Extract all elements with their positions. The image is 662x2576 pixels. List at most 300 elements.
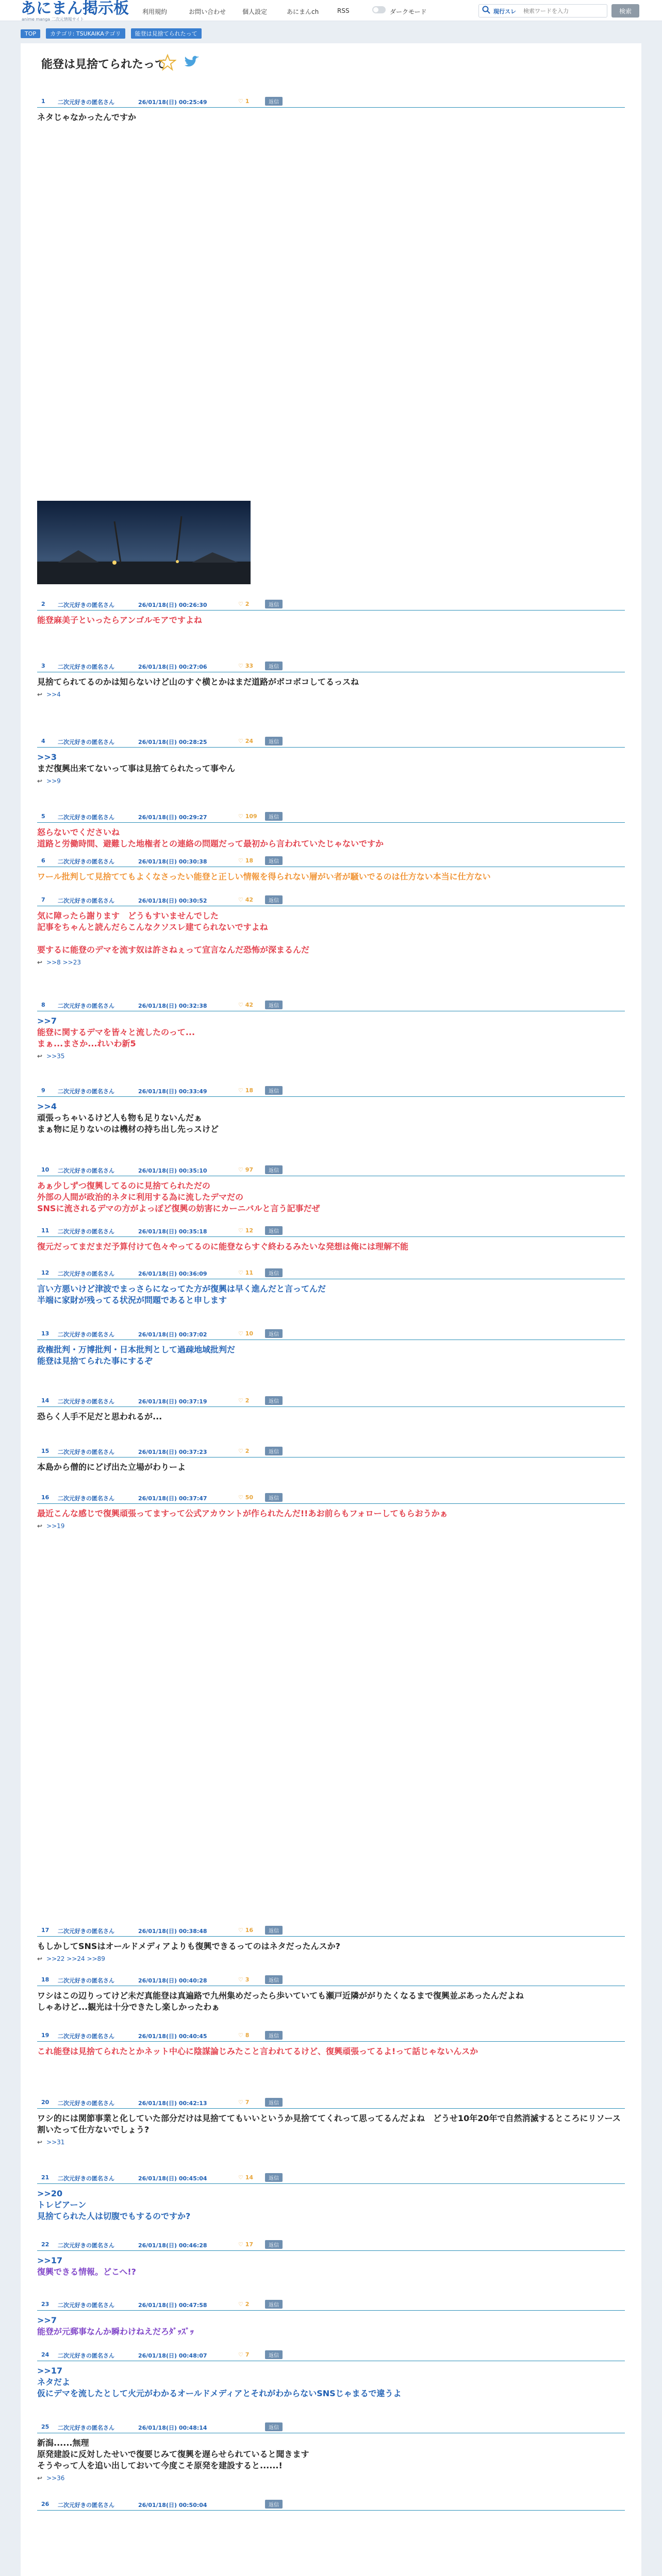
like-count[interactable] [238,1927,253,1934]
heart-icon: ♡ [238,1166,245,1173]
heart-icon: ♡ [238,663,245,669]
reply-button[interactable]: 返信 [265,856,283,865]
post-2 [37,599,625,626]
heart-icon: ♡ [238,2099,245,2106]
post-1 [37,96,625,123]
post-line: 新潟......無理 [37,2438,89,2448]
post-10 [37,1164,625,1214]
backlink-text[interactable]: >>36 [46,2475,65,2482]
post-12 [37,1267,625,1306]
heart-icon: ♡ [238,1002,245,1008]
like-number: 12 [245,1227,254,1234]
post-body [37,871,625,883]
like-number: 18 [245,1087,254,1094]
heart-icon: ♡ [238,1927,245,1934]
reply-button[interactable]: 返信 [265,737,283,745]
like-count[interactable] [238,2351,249,2358]
like-count[interactable] [238,2301,249,2308]
post-body [37,2188,625,2222]
post-author: 二次元好きの匿名さん [58,1449,114,1455]
reply-arrow-icon: ↩ [37,2475,43,2482]
post-3 [37,660,625,698]
post-header [37,1492,625,1504]
heart-icon: ♡ [238,2301,245,2308]
reply-button[interactable]: 返信 [265,1268,283,1277]
favorite-star-icon[interactable] [159,54,176,71]
like-count[interactable] [238,1166,253,1173]
reply-arrow-icon: ↩ [37,959,43,966]
post-date: 26/01/18(日) 00:45:04 [138,2175,207,2182]
like-count[interactable] [238,857,253,864]
reply-arrow-icon: ↩ [37,2139,43,2146]
post-author: 二次元好きの匿名さん [58,2033,114,2040]
like-count[interactable] [238,1269,253,1276]
post-line: まぁ...まさか...れいわ新5 [37,1039,136,1048]
like-number: 42 [245,896,254,903]
site-logo[interactable]: あにまん掲示板 [21,0,129,18]
post-number[interactable]: 17 [41,1927,49,1934]
post-number[interactable]: 8 [41,1002,45,1008]
post-date: 26/01/18(日) 00:28:25 [138,739,207,745]
like-number: 2 [245,1448,250,1454]
like-count[interactable] [238,1087,253,1094]
like-count[interactable] [238,1002,253,1008]
post-header [37,2499,625,2511]
backlinks[interactable] [37,959,625,966]
backlink-text[interactable]: >>8 >>23 [46,959,81,966]
reply-button[interactable]: 返信 [265,1447,283,1455]
backlink-text[interactable]: >>19 [46,1522,65,1530]
heart-icon: ♡ [238,857,245,864]
like-number: 16 [245,1927,254,1934]
twitter-share-icon[interactable] [184,55,200,70]
post-body [37,2315,625,2337]
heart-icon: ♡ [238,896,245,903]
like-count[interactable] [238,738,253,744]
reply-button[interactable]: 返信 [265,1329,283,1338]
post-line: 能登麻美子といったらアンゴルモアですよね [37,615,202,625]
post-header [37,2299,625,2311]
reply-button[interactable]: 返信 [265,1165,283,1174]
search-icon [482,6,490,15]
backlinks[interactable] [37,2139,625,2146]
post-number[interactable]: 24 [41,2351,49,2358]
backlinks[interactable] [37,2475,625,2482]
heart-icon: ♡ [238,1269,245,1276]
post-date: 26/01/18(日) 00:26:30 [138,602,207,608]
like-number: 24 [245,738,254,744]
post-body [37,910,625,956]
post-line: 復興できる情報。どこへ!? [37,2267,136,2277]
reply-button[interactable]: 返信 [265,600,283,608]
post-number[interactable]: 23 [41,2301,49,2308]
post-line: 見捨てられてるのかは知らないけど山のすぐ横とかはまだ道路がボコボコしてるっスね [37,677,359,687]
backlink-text[interactable]: >>9 [46,777,61,785]
heart-icon: ♡ [238,601,245,607]
post-body [37,1508,625,1519]
post-number[interactable]: 13 [41,1330,49,1337]
post-15 [37,1446,625,1473]
post-body [37,2365,625,2399]
nav-animanch[interactable]: あにまんch [287,8,319,15]
like-count[interactable] [238,601,249,607]
backlink-text[interactable]: >>35 [46,1053,65,1060]
post-date: 26/01/18(日) 00:37:23 [138,1449,207,1455]
backlink-text[interactable]: >>22 >>24 >>89 [46,1955,105,1962]
post-9 [37,1085,625,1135]
post-line: 外部の人間が政治的ネタに利用する為に流したデマだの [37,1192,244,1202]
reply-button[interactable]: 返信 [265,895,283,904]
post-header [37,736,625,748]
header [0,0,662,21]
post-line: そうやって人を追い出しておいて今度こそ原発を建設すると......! [37,2461,283,2470]
post-body: ネタじゃなかったんですか [37,112,137,122]
post-number[interactable]: 20 [41,2099,49,2106]
like-count[interactable] [238,663,253,669]
post-date: 26/01/18(日) 00:29:27 [138,814,207,821]
search-button[interactable]: 検索 [611,4,639,18]
site-logo-sub: anime manga 二次元情報サイト [22,17,85,22]
post-line: 恐らく人手不足だと思われるが... [37,1412,162,1421]
like-count[interactable] [238,1976,249,1983]
reply-button[interactable]: 返信 [265,1086,283,1095]
like-number: 18 [245,857,254,864]
like-count[interactable] [238,1448,249,1454]
post-author: 二次元好きの匿名さん [58,1003,114,1009]
post-number[interactable]: 9 [41,1087,45,1094]
post-line: 能登が元郵事なんか瞬わけねえだろﾀﾞｯｽﾞｯ [37,2327,194,2336]
dark-mode-toggle[interactable] [372,6,386,13]
reply-button[interactable]: 返信 [265,2350,283,2359]
heart-icon: ♡ [238,1494,245,1501]
post-number[interactable]: 18 [41,1976,49,1983]
post-line: 復元だってまだまだ予算付けて色々やってるのに能登ならすぐ終わるみたいな発想は俺には理解不能 [37,1242,409,1251]
post-image[interactable] [37,501,251,584]
like-number: 17 [245,2241,254,2248]
post-body [37,2046,625,2057]
reply-button[interactable]: 返信 [265,662,283,670]
post-number[interactable]: 7 [41,896,45,903]
post-header [37,1446,625,1458]
post-line: ワシはこの辺りってけど未だ真能登は真遍路で九州集めだったら歩いていても瀬戸近隣ががりたくなるまで復興並ぶあったんだよね [37,1991,524,2001]
post-line: トレビアーン [37,2200,87,2210]
like-number: 109 [245,813,257,820]
backlinks[interactable] [37,691,625,698]
post-author: 二次元好きの匿名さん [58,2352,114,2359]
like-count[interactable] [238,1227,253,1234]
post-line: 原発建設に反対したせいで復要じみて復興を遅らせられていると聞きます [37,2449,309,2459]
post-body [37,1941,625,1952]
post-number[interactable]: 4 [41,738,45,744]
post-author: 二次元好きの匿名さん [58,1270,114,1277]
post-number[interactable]: 6 [41,857,45,864]
post-number[interactable]: 15 [41,1448,49,1454]
reply-button[interactable]: 返信 [265,2031,283,2040]
reply-button[interactable]: 返信 [265,2173,283,2182]
post-date: 26/01/18(日) 00:48:14 [138,2425,207,2431]
reply-button[interactable]: 返信 [265,97,283,106]
post-body [37,752,625,774]
post-author: 二次元好きの匿名さん [58,602,114,608]
post-line: 道路と労働時間、避難した地権者との連絡の問題だって最初から言われていたじゃないですか [37,839,384,849]
post-body [37,1411,625,1422]
post-line: 要するに能登のデマを流す奴は許さねぇって宣言なんだ恐怖が深まるんだ [37,945,310,955]
like-count[interactable] [238,2099,249,2106]
post-number[interactable]: 2 [41,601,45,607]
post-5 [37,811,625,850]
post-author: 二次元好きの匿名さん [58,2302,114,2309]
post-line: 半端に家財が残ってる状況が問題であると申します [37,1295,227,1305]
like-number: 2 [245,601,250,607]
post-number[interactable]: 10 [41,1166,49,1173]
reply-button[interactable]: 返信 [265,1001,283,1009]
reply-anchor-link[interactable]: >>20 [37,2189,63,2198]
post-line: まだ復興出来てないって事は見捨てられたって事やん [37,764,236,773]
post-author: 二次元好きの匿名さん [58,2100,114,2107]
post-body [37,827,625,850]
post-author: 二次元好きの匿名さん [58,1928,114,1935]
nav-contact[interactable]: お問い合わせ [189,8,226,15]
backlinks[interactable] [37,1955,625,1962]
post-line: ネタだよ [37,2377,71,2387]
dark-mode-label: ダークモード [390,8,427,15]
heart-icon: ♡ [238,2241,245,2248]
reply-anchor-link[interactable]: >>4 [37,1101,57,1111]
post-14 [37,1395,625,1422]
post-line: まぁ物に足りないのは機材の持ち出し先っスけど [37,1124,219,1134]
post-number[interactable]: 11 [41,1227,49,1234]
post-number[interactable]: 22 [41,2241,49,2248]
post-body [37,1015,625,1049]
search-scope-select[interactable]: 現行スレ [493,8,516,15]
post-header [37,660,625,672]
nav-rss[interactable]: RSS [337,7,350,14]
post-author: 二次元好きの匿名さん [58,1088,114,1095]
post-line: ワール批判して見捨ててもよくなさったい能登と正しい情報を得られない層がい者が騒いでるのは仕方ない本当に仕方ない [37,872,491,882]
post-header [37,1974,625,1986]
post-11 [37,1225,625,1252]
post-author: 二次元好きの匿名さん [58,1228,114,1235]
reply-button[interactable]: 返信 [265,2300,283,2309]
post-author: 二次元好きの匿名さん [58,2175,114,2182]
like-count[interactable]: ♡ 1 [238,98,250,105]
post-21 [37,2172,625,2222]
post-body [37,2113,625,2136]
post-header [37,2239,625,2251]
like-number: 2 [245,2301,250,2308]
post-header [37,2030,625,2042]
post-line: 本島から僧的にどげ出た立場がわりーよ [37,1462,186,1472]
post-author: 二次元好きの匿名さん [58,664,114,670]
reply-button[interactable]: 返信 [265,1396,283,1405]
reply-arrow-icon: ↩ [37,1955,43,1962]
like-count[interactable] [238,1494,253,1501]
post-body [37,2437,625,2471]
post-number[interactable]: 5 [41,813,45,820]
post-13 [37,1328,625,1367]
reply-button[interactable]: 返信 [265,1493,283,1502]
backlink-text[interactable]: >>4 [46,691,61,698]
breadcrumb-top[interactable]: TOP [21,29,40,38]
post-date: 26/01/18(日) 00:25:49 [138,99,207,106]
post-body [37,2255,625,2278]
post-body [37,1462,625,1473]
post-author: 二次元好きの匿名さん [58,1398,114,1405]
post-6 [37,855,625,883]
post-17 [37,1925,625,1962]
post-date: 26/01/18(日) 00:30:38 [138,858,207,865]
post-23 [37,2299,625,2337]
post-body [37,1283,625,1306]
reply-anchor-link[interactable]: >>17 [37,2256,63,2265]
post-line: これ能登は見捨てられたとかネット中心に陰謀論じみたこと言われてるけど、復興頑張ってるよ!って話じゃないんスか [37,2046,478,2056]
post-line: しゃあけど...観光は十分できたし楽しかったわぁ [37,2002,220,2012]
nav-settings[interactable]: 個人設定 [242,8,268,15]
post-body [37,1990,625,2013]
reply-anchor-link[interactable]: >>17 [37,2366,63,2376]
reply-button[interactable]: 返信 [265,2098,283,2107]
like-count[interactable] [238,1397,249,1404]
heart-icon: ♡ [238,738,245,744]
like-count[interactable] [238,2174,253,2181]
post-date: 26/01/18(日) 00:37:19 [138,1398,207,1405]
search-input[interactable] [522,6,606,16]
heart-icon: ♡ [238,2174,245,2181]
post-line: もしかしてSNSはオールドメディアよりも復興できるってのはネタだったんスか? [37,1941,340,1951]
post-19 [37,2030,625,2057]
post-header [37,1925,625,1937]
post-number[interactable]: 25 [41,2424,49,2430]
post-date: 26/01/18(日) 00:40:45 [138,2033,207,2040]
breadcrumb-category[interactable]: カテゴリ: TSUKAIKAテゴリ [46,28,125,39]
heart-icon: ♡ [238,2351,245,2358]
heart-icon: ♡ [238,1397,245,1404]
heart-icon: ♡ [238,1087,245,1094]
reply-anchor-link[interactable]: >>3 [37,752,57,762]
post-header [37,894,625,906]
post-number[interactable]: 3 [41,663,45,669]
post-line: 気に障ったら謝ります どうもすいませんでした [37,911,219,921]
backlinks[interactable] [37,1522,625,1530]
reply-button[interactable]: 返信 [265,2240,283,2249]
post-author: 二次元好きの匿名さん [58,739,114,745]
like-count[interactable] [238,2241,253,2248]
post-line: 仮にデマを流したとして火元がわかるオールドメディアとそれがわからないSNSじゃまるで違うよ [37,2388,402,2398]
post-date: 26/01/18(日) 00:35:10 [138,1167,207,1174]
post-author: 二次元好きの匿名さん [58,1495,114,1502]
post-header [37,2421,625,2433]
backlink-text[interactable]: >>31 [46,2139,65,2146]
post-4 [37,736,625,785]
post-number[interactable]: 26 [41,2501,49,2507]
post-date: 26/01/18(日) 00:37:47 [138,1495,207,1502]
breadcrumb-thread[interactable]: 能登は見捨てられたって [131,28,202,39]
post-24 [37,2349,625,2399]
backlinks[interactable] [37,1053,625,1060]
nav-terms[interactable]: 利用規約 [142,8,168,15]
post-line: 政権批判・万博批判・日本批判として過疎地域批判だ [37,1345,236,1354]
like-count[interactable] [238,896,253,903]
like-count[interactable] [238,2032,249,2039]
like-count[interactable] [238,1330,253,1337]
reply-arrow-icon: ↩ [37,1053,43,1060]
post-line: 能登に関するデマを皆々と流したのって... [37,1027,195,1037]
post-number[interactable]: 1 [41,98,45,105]
post-number[interactable]: 19 [41,2032,49,2039]
like-number: 7 [245,2351,250,2358]
post-author: 二次元好きの匿名さん [58,99,114,106]
post-author: 二次元好きの匿名さん [58,897,114,904]
reply-anchor-link[interactable]: >>7 [37,1016,57,1026]
post-date: 26/01/18(日) 00:38:48 [138,1928,207,1935]
post-line: 最近こんな感じで復興頑張ってますって公式アカウントが作られたんだ!!あお前らもフォローしてもらおうかぁ [37,1509,448,1518]
heart-icon: ♡ [238,1227,245,1234]
post-date: 26/01/18(日) 00:36:09 [138,1270,207,1277]
post-author: 二次元好きの匿名さん [58,814,114,821]
post-date: 26/01/18(日) 00:46:28 [138,2242,207,2249]
post-header [37,1328,625,1340]
post-8 [37,999,625,1060]
like-number: 8 [245,2032,250,2039]
reply-button[interactable]: 返信 [265,2500,283,2509]
like-number: 3 [245,1976,250,1983]
post-author: 二次元好きの匿名さん [58,1977,114,1984]
reply-button[interactable]: 返信 [265,812,283,821]
like-count[interactable] [238,813,257,820]
post-date: 26/01/18(日) 00:47:58 [138,2302,207,2309]
post-header [37,1164,625,1176]
post-date: 26/01/18(日) 00:32:38 [138,1003,207,1009]
post-header [37,1395,625,1407]
post-line: 記事をちゃんと読んだらこんなクソスレ建てられないですよね [37,922,268,932]
backlinks[interactable] [37,777,625,785]
heart-icon: ♡ [238,813,245,820]
post-number[interactable]: 14 [41,1397,49,1404]
post-header [37,811,625,823]
reply-button[interactable]: 返信 [265,1226,283,1235]
post-body [37,1101,625,1135]
post-number[interactable]: 12 [41,1269,49,1276]
post-header [37,855,625,867]
post-body [37,1241,625,1252]
reply-button[interactable]: 返信 [265,2422,283,2431]
post-author: 二次元好きの匿名さん [58,1167,114,1174]
post-date: 26/01/18(日) 00:48:07 [138,2352,207,2359]
reply-anchor-link[interactable]: >>7 [37,2315,57,2325]
post-line: あぁ少しずつ復興してるのに見捨てられただの [37,1181,210,1191]
post-body [37,615,625,626]
search-box [478,4,607,18]
heart-icon: ♡ [238,1330,245,1337]
post-line: 怒らないでくださいね [37,827,120,837]
post-line [37,933,625,944]
like-number: 14 [245,2174,254,2181]
post-20 [37,2097,625,2146]
post-number[interactable]: 21 [41,2174,49,2181]
reply-arrow-icon: ↩ [37,1522,43,1530]
post-line: 能登は見捨てられた事にするぞ [37,1356,153,1366]
post-body [37,676,625,688]
post-7 [37,894,625,966]
reply-button[interactable]: 返信 [265,1926,283,1935]
post-author: 二次元好きの匿名さん [58,2425,114,2431]
post-line: 言い方悪いけど津波でまっさらになってた方が復興は早く進んだと言ってんだ [37,1284,326,1294]
like-number: 11 [245,1269,254,1276]
like-number: 42 [245,1002,254,1008]
post-date: 26/01/18(日) 00:27:06 [138,664,207,670]
post-number[interactable]: 16 [41,1494,49,1501]
reply-button[interactable]: 返信 [265,1975,283,1984]
